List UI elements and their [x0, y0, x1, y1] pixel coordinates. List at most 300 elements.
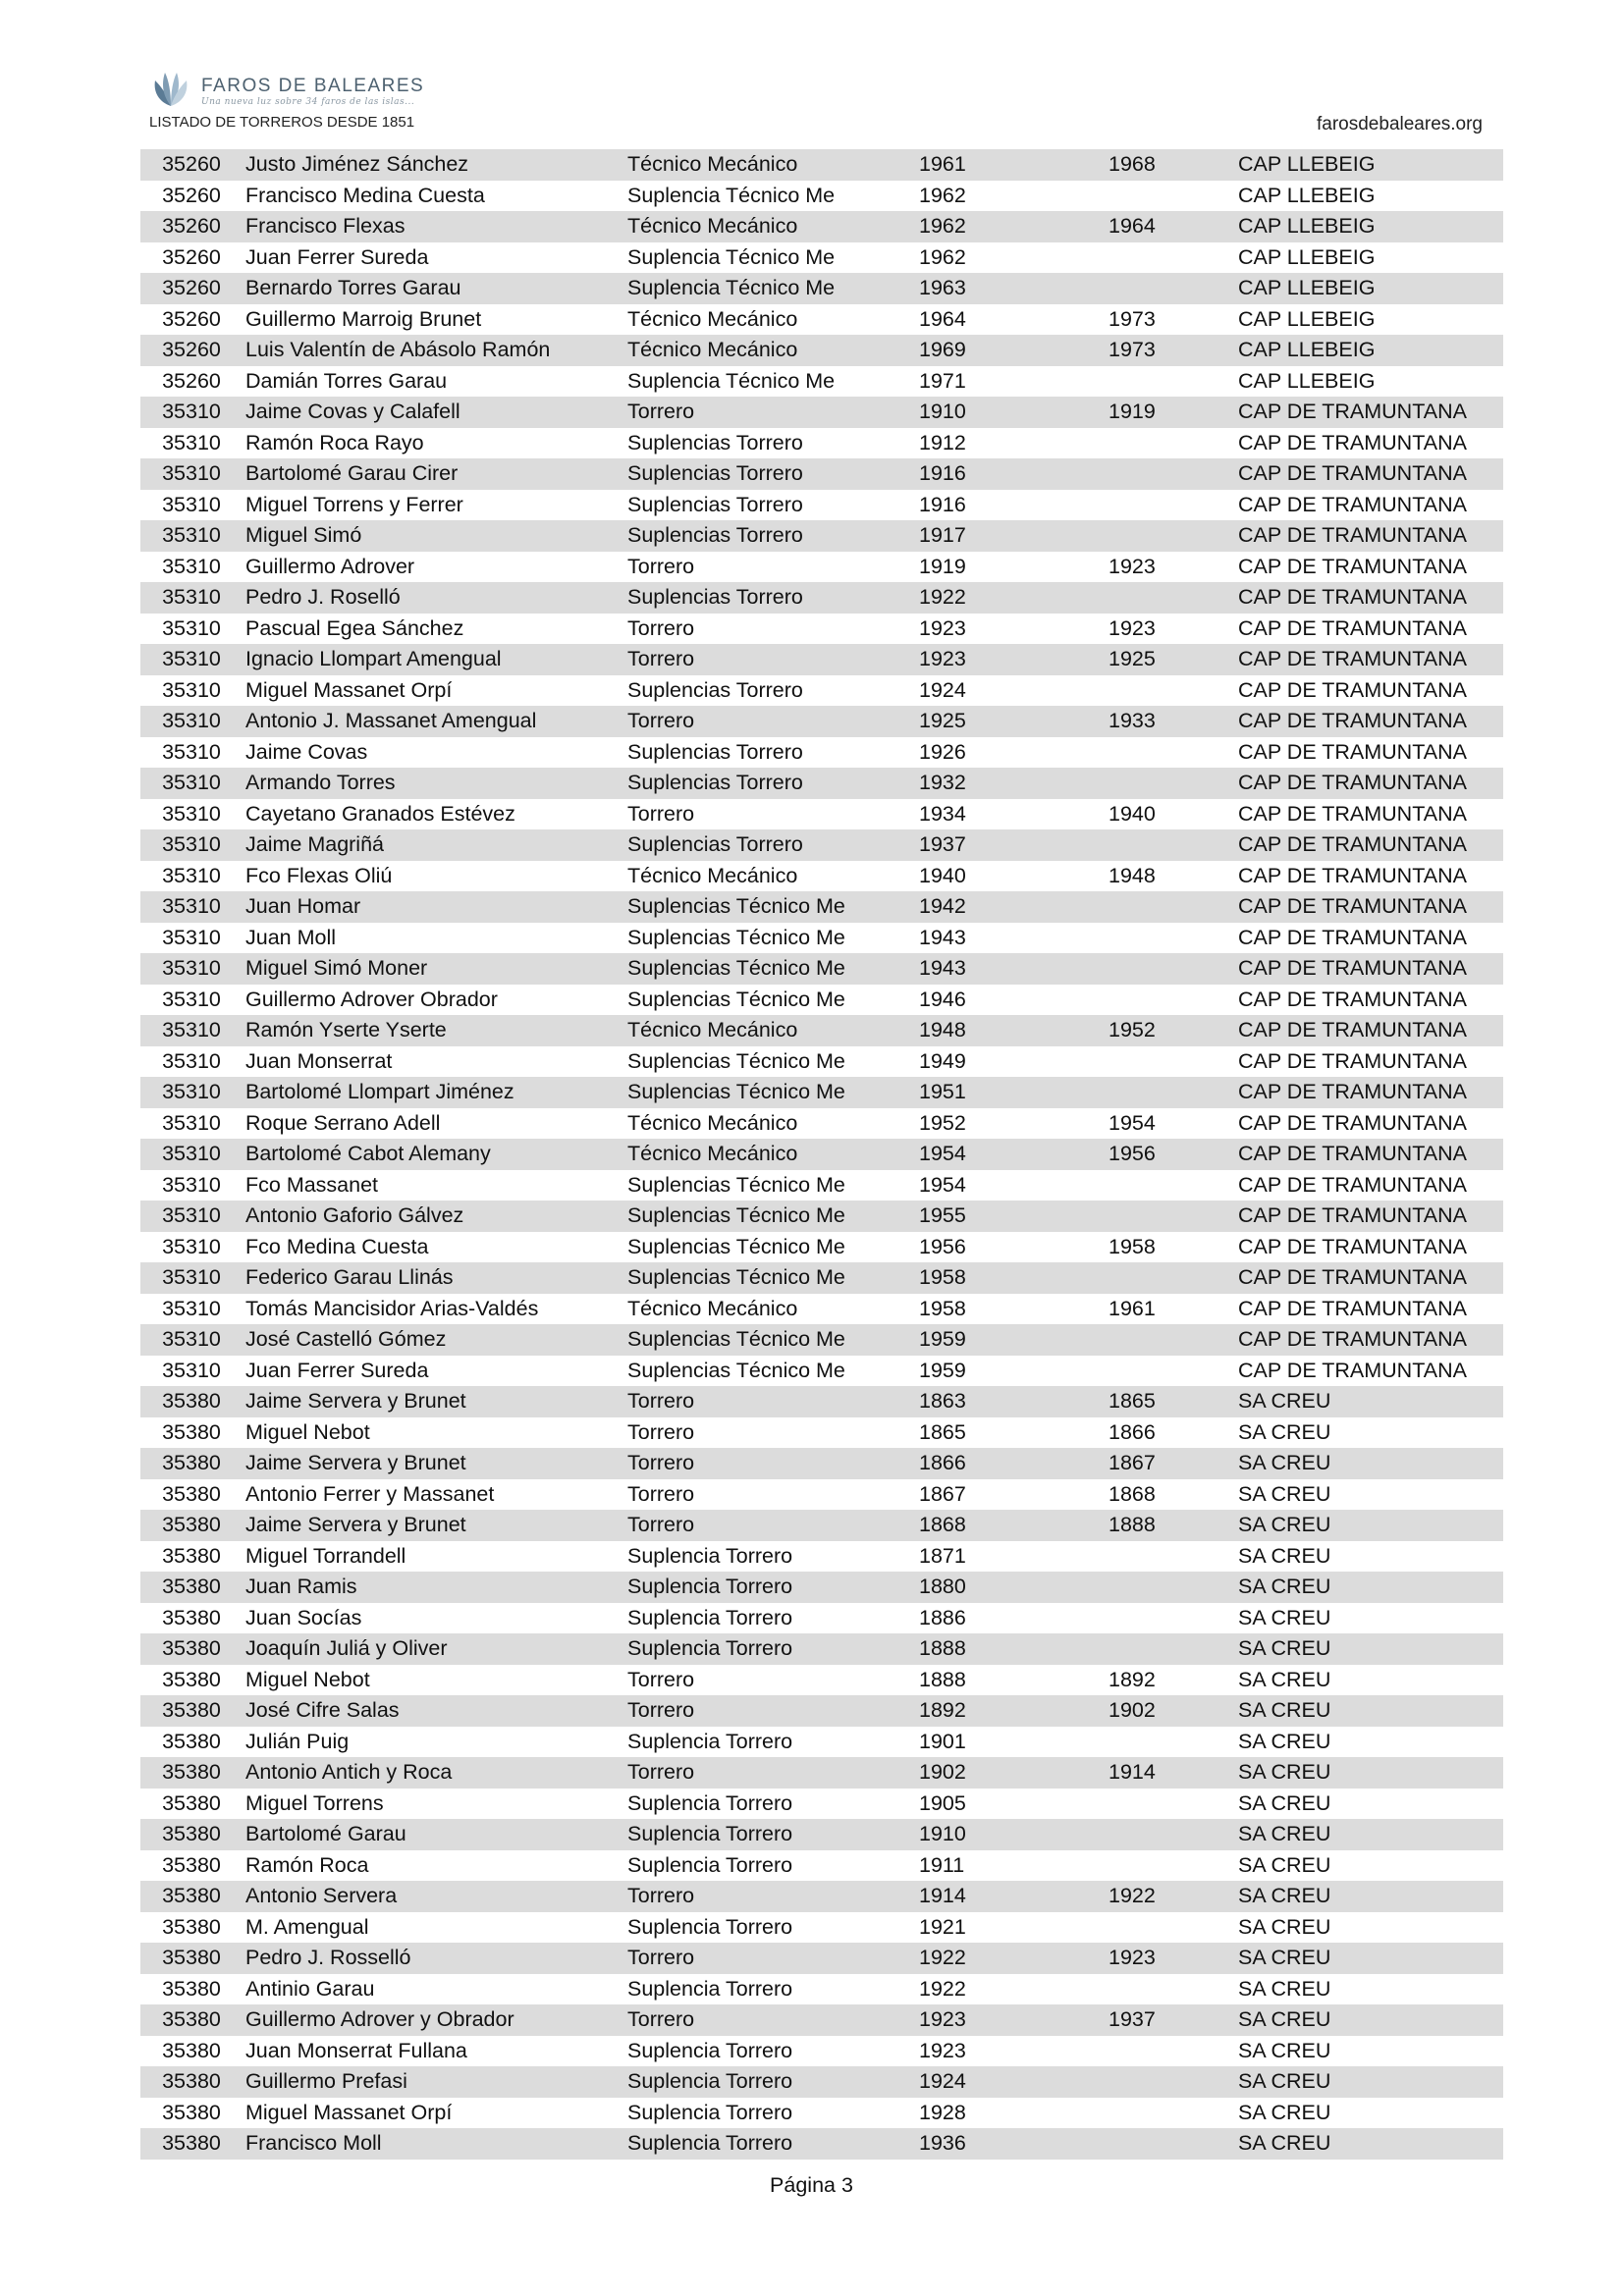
- keeper-name-cell: Miguel Torrandell: [243, 1541, 624, 1573]
- table-row: [140, 1139, 1503, 1170]
- keeper-name-cell: Jaime Covas y Calafell: [243, 397, 624, 428]
- lighthouse-name-cell: CAP DE TRAMUNTANA: [1232, 1324, 1503, 1356]
- role-text: Suplencia Técnico Me: [627, 276, 836, 299]
- keeper-name-cell: Guillermo Adrover Obrador: [243, 985, 624, 1016]
- lighthouse-name-cell: SA CREU: [1232, 2128, 1503, 2160]
- keeper-name-cell: Juan Homar: [243, 891, 624, 923]
- keeper-name-cell: Francisco Flexas: [243, 211, 624, 242]
- role-cell: [624, 1727, 916, 1758]
- keeper-name-cell: Luis Valentín de Abásolo Ramón: [243, 335, 624, 366]
- table-row: [140, 1665, 1503, 1696]
- lighthouse-code-cell: 35260: [140, 211, 243, 242]
- role-cell: [624, 1603, 916, 1634]
- role-cell: [624, 1479, 916, 1511]
- table-row: [140, 861, 1503, 892]
- role-cell: [624, 1015, 916, 1046]
- start-year-cell: 1868: [916, 1510, 1106, 1541]
- keeper-name-cell: Cayetano Granados Estévez: [243, 799, 624, 830]
- role-cell: [624, 1912, 916, 1944]
- table-row: [140, 1108, 1503, 1140]
- lighthouse-name-cell: CAP DE TRAMUNTANA: [1232, 614, 1503, 645]
- keeper-name-cell: Damián Torres Garau: [243, 366, 624, 398]
- table-row: [140, 985, 1503, 1016]
- role-cell: [624, 985, 916, 1016]
- role-text: Suplencias Técnico Me: [627, 1172, 845, 1197]
- role-cell: [624, 552, 916, 583]
- lighthouse-name-cell: SA CREU: [1232, 1727, 1503, 1758]
- lighthouse-code-cell: 35380: [140, 1757, 243, 1789]
- role-text: Suplencias Técnico Me: [627, 1327, 845, 1351]
- lighthouse-name-cell: SA CREU: [1232, 1448, 1503, 1479]
- role-cell: [624, 242, 916, 274]
- table-row: [140, 490, 1503, 521]
- lighthouse-code-cell: 35380: [140, 1695, 243, 1727]
- end-year-cell: [1106, 768, 1232, 799]
- table-row: [140, 1386, 1503, 1417]
- table-row: [140, 366, 1503, 398]
- lighthouse-code-cell: 35380: [140, 2066, 243, 2098]
- keeper-name-cell: Miguel Nebot: [243, 1417, 624, 1449]
- table-row: [140, 1356, 1503, 1387]
- lighthouse-code-cell: 35310: [140, 891, 243, 923]
- table-row: [140, 1232, 1503, 1263]
- keeper-name-cell: Armando Torres: [243, 768, 624, 799]
- lighthouse-code-cell: 35380: [140, 1943, 243, 1974]
- lighthouse-name-cell: SA CREU: [1232, 1417, 1503, 1449]
- lighthouse-name-cell: SA CREU: [1232, 1757, 1503, 1789]
- end-year-cell: [1106, 1324, 1232, 1356]
- start-year-cell: 1934: [916, 799, 1106, 830]
- lighthouse-name-cell: SA CREU: [1232, 1479, 1503, 1511]
- end-year-cell: [1106, 2098, 1232, 2129]
- role-cell: [624, 799, 916, 830]
- role-text: Suplencias Torrero: [627, 677, 803, 702]
- keeper-name-cell: Jaime Covas: [243, 737, 624, 769]
- role-cell: [624, 1572, 916, 1603]
- keeper-name-cell: Bartolomé Llompart Jiménez: [243, 1077, 624, 1108]
- table-row: [140, 428, 1503, 459]
- table-row: [140, 1015, 1503, 1046]
- lighthouse-name-cell: SA CREU: [1232, 1819, 1503, 1850]
- lighthouse-code-cell: 35310: [140, 861, 243, 892]
- end-year-cell: [1106, 1633, 1232, 1665]
- lighthouse-code-cell: 35310: [140, 675, 243, 707]
- start-year-cell: 1871: [916, 1541, 1106, 1573]
- table-row: [140, 1850, 1503, 1882]
- role-cell: [624, 1386, 916, 1417]
- table-row: [140, 2098, 1503, 2129]
- role-cell: [624, 768, 916, 799]
- lighthouse-name-cell: CAP DE TRAMUNTANA: [1232, 428, 1503, 459]
- end-year-cell: 1940: [1106, 799, 1232, 830]
- start-year-cell: 1948: [916, 1015, 1106, 1046]
- lighthouse-code-cell: 35310: [140, 1015, 243, 1046]
- lighthouse-name-cell: CAP DE TRAMUNTANA: [1232, 861, 1503, 892]
- page-number: Página 3: [770, 2173, 853, 2197]
- keeper-name-cell: Antonio Antich y Roca: [243, 1757, 624, 1789]
- end-year-cell: [1106, 458, 1232, 490]
- table-row: [140, 149, 1503, 181]
- role-cell: [624, 304, 916, 336]
- table-row: [140, 1695, 1503, 1727]
- start-year-cell: 1863: [916, 1386, 1106, 1417]
- lighthouse-name-cell: CAP LLEBEIG: [1232, 242, 1503, 274]
- keeper-name-cell: Francisco Moll: [243, 2128, 624, 2160]
- role-text: Suplencias Torrero: [627, 771, 803, 794]
- keeper-name-cell: José Castelló Gómez: [243, 1324, 624, 1356]
- role-text: Torrero: [627, 1481, 695, 1506]
- lighthouse-code-cell: 35260: [140, 242, 243, 274]
- start-year-cell: 1886: [916, 1603, 1106, 1634]
- end-year-cell: 1867: [1106, 1448, 1232, 1479]
- keeper-name-cell: Guillermo Prefasi: [243, 2066, 624, 2098]
- keeper-name-cell: Miguel Simó: [243, 520, 624, 552]
- end-year-cell: [1106, 737, 1232, 769]
- role-cell: [624, 582, 916, 614]
- keeper-name-cell: Jaime Servera y Brunet: [243, 1386, 624, 1417]
- start-year-cell: 1911: [916, 1850, 1106, 1882]
- keeper-name-cell: Juan Moll: [243, 923, 624, 954]
- role-text: Torrero: [627, 2007, 695, 2031]
- start-year-cell: 1919: [916, 552, 1106, 583]
- role-cell: [624, 2098, 916, 2129]
- keepers-table-body: [140, 149, 1503, 2160]
- end-year-cell: 1937: [1106, 2004, 1232, 2036]
- role-cell: [624, 1510, 916, 1541]
- lighthouse-name-cell: CAP DE TRAMUNTANA: [1232, 799, 1503, 830]
- role-cell: [624, 829, 916, 861]
- lighthouse-code-cell: 35310: [140, 428, 243, 459]
- table-row: [140, 335, 1503, 366]
- logo-title: FAROS DE BALEARES: [201, 76, 425, 96]
- lighthouse-code-cell: 35260: [140, 304, 243, 336]
- lighthouse-name-cell: SA CREU: [1232, 1633, 1503, 1665]
- role-text: Suplencia Torrero: [627, 2038, 793, 2062]
- end-year-cell: [1106, 2036, 1232, 2067]
- role-cell: [624, 737, 916, 769]
- lighthouse-name-cell: CAP LLEBEIG: [1232, 366, 1503, 398]
- lighthouse-name-cell: CAP DE TRAMUNTANA: [1232, 552, 1503, 583]
- end-year-cell: [1106, 1572, 1232, 1603]
- role-text: Torrero: [627, 1451, 695, 1474]
- lighthouse-code-cell: 35310: [140, 1232, 243, 1263]
- table-row: [140, 181, 1503, 212]
- table-row: [140, 273, 1503, 304]
- end-year-cell: [1106, 428, 1232, 459]
- keeper-name-cell: Jaime Servera y Brunet: [243, 1448, 624, 1479]
- table-row: [140, 1510, 1503, 1541]
- keeper-name-cell: Juan Ferrer Sureda: [243, 242, 624, 274]
- table-row: [140, 1727, 1503, 1758]
- start-year-cell: 1928: [916, 2098, 1106, 2129]
- start-year-cell: 1943: [916, 923, 1106, 954]
- role-cell: [624, 428, 916, 459]
- lighthouse-code-cell: 35380: [140, 1417, 243, 1449]
- table-row: [140, 2128, 1503, 2160]
- end-year-cell: 1922: [1106, 1881, 1232, 1912]
- role-text: Técnico Mecánico: [627, 214, 798, 238]
- lighthouse-name-cell: CAP DE TRAMUNTANA: [1232, 1139, 1503, 1170]
- role-cell: [624, 644, 916, 675]
- start-year-cell: 1922: [916, 582, 1106, 614]
- lighthouse-code-cell: 35310: [140, 490, 243, 521]
- table-row: [140, 397, 1503, 428]
- lighthouse-code-cell: 35310: [140, 1294, 243, 1325]
- end-year-cell: 1892: [1106, 1665, 1232, 1696]
- lighthouse-code-cell: 35310: [140, 582, 243, 614]
- lighthouse-name-cell: SA CREU: [1232, 1974, 1503, 2005]
- role-text: Torrero: [627, 1667, 695, 1691]
- role-cell: [624, 211, 916, 242]
- role-cell: [624, 1324, 916, 1356]
- lighthouse-name-cell: CAP DE TRAMUNTANA: [1232, 1201, 1503, 1232]
- start-year-cell: 1922: [916, 1974, 1106, 2005]
- role-text: Suplencias Torrero: [627, 523, 803, 547]
- lighthouse-name-cell: SA CREU: [1232, 1850, 1503, 1882]
- end-year-cell: [1106, 1262, 1232, 1294]
- lighthouse-name-cell: CAP DE TRAMUNTANA: [1232, 985, 1503, 1016]
- lighthouse-name-cell: CAP LLEBEIG: [1232, 304, 1503, 336]
- table-row: [140, 768, 1503, 799]
- lighthouse-name-cell: CAP DE TRAMUNTANA: [1232, 1015, 1503, 1046]
- role-cell: [624, 706, 916, 737]
- lighthouse-code-cell: 35260: [140, 335, 243, 366]
- start-year-cell: 1902: [916, 1757, 1106, 1789]
- end-year-cell: [1106, 1170, 1232, 1201]
- end-year-cell: [1106, 1201, 1232, 1232]
- role-cell: [624, 1633, 916, 1665]
- role-cell: [624, 1046, 916, 1078]
- keeper-name-cell: Julián Puig: [243, 1727, 624, 1758]
- lighthouse-code-cell: 35310: [140, 1170, 243, 1201]
- keeper-name-cell: Juan Socías: [243, 1603, 624, 1634]
- end-year-cell: 1958: [1106, 1232, 1232, 1263]
- lighthouse-code-cell: 35310: [140, 985, 243, 1016]
- end-year-cell: 1866: [1106, 1417, 1232, 1449]
- keeper-name-cell: Guillermo Adrover y Obrador: [243, 2004, 624, 2036]
- lighthouse-code-cell: 35310: [140, 1324, 243, 1356]
- lighthouse-name-cell: SA CREU: [1232, 1665, 1503, 1696]
- keeper-name-cell: Federico Garau Llinás: [243, 1262, 624, 1294]
- lighthouse-code-cell: 35380: [140, 1727, 243, 1758]
- role-cell: [624, 1077, 916, 1108]
- lighthouse-name-cell: CAP LLEBEIG: [1232, 181, 1503, 212]
- lighthouse-name-cell: CAP DE TRAMUNTANA: [1232, 737, 1503, 769]
- start-year-cell: 1922: [916, 1943, 1106, 1974]
- lighthouse-code-cell: 35380: [140, 1386, 243, 1417]
- end-year-cell: 1964: [1106, 211, 1232, 242]
- table-row: [140, 829, 1503, 861]
- table-row: [140, 1912, 1503, 1944]
- role-text: Torrero: [627, 615, 695, 640]
- lighthouse-name-cell: CAP DE TRAMUNTANA: [1232, 829, 1503, 861]
- end-year-cell: [1106, 1912, 1232, 1944]
- lighthouse-code-cell: 35310: [140, 1077, 243, 1108]
- start-year-cell: 1867: [916, 1479, 1106, 1511]
- start-year-cell: 1923: [916, 644, 1106, 675]
- lighthouse-name-cell: SA CREU: [1232, 1541, 1503, 1573]
- keeper-name-cell: Bartolomé Garau: [243, 1819, 624, 1850]
- keeper-name-cell: Miguel Nebot: [243, 1665, 624, 1696]
- end-year-cell: 1902: [1106, 1695, 1232, 1727]
- role-text: Torrero: [627, 1389, 695, 1413]
- role-text: Técnico Mecánico: [627, 1110, 798, 1135]
- keepers-table: [140, 149, 1497, 2160]
- table-row: [140, 1633, 1503, 1665]
- lighthouse-name-cell: SA CREU: [1232, 1943, 1503, 1974]
- end-year-cell: [1106, 242, 1232, 274]
- lighthouse-code-cell: 35380: [140, 1665, 243, 1696]
- keeper-name-cell: Juan Ferrer Sureda: [243, 1356, 624, 1387]
- role-text: Suplencia Torrero: [627, 1822, 793, 1845]
- start-year-cell: 1937: [916, 829, 1106, 861]
- lighthouse-code-cell: 35380: [140, 1850, 243, 1882]
- role-cell: [624, 1850, 916, 1882]
- table-row: [140, 1170, 1503, 1201]
- lighthouse-code-cell: 35380: [140, 1819, 243, 1850]
- table-row: [140, 582, 1503, 614]
- role-text: Suplencias Técnico Me: [627, 1048, 845, 1073]
- lighthouse-name-cell: CAP DE TRAMUNTANA: [1232, 1046, 1503, 1078]
- start-year-cell: 1912: [916, 428, 1106, 459]
- role-text: Técnico Mecánico: [627, 306, 798, 331]
- table-row: [140, 1789, 1503, 1820]
- role-text: Suplencias Técnico Me: [627, 1265, 845, 1289]
- table-row: [140, 211, 1503, 242]
- start-year-cell: 1959: [916, 1324, 1106, 1356]
- table-row: [140, 923, 1503, 954]
- lighthouse-code-cell: 35260: [140, 181, 243, 212]
- start-year-cell: 1962: [916, 181, 1106, 212]
- lighthouse-code-cell: 35380: [140, 1881, 243, 1912]
- table-row: [140, 552, 1503, 583]
- end-year-cell: [1106, 923, 1232, 954]
- end-year-cell: 1923: [1106, 552, 1232, 583]
- keeper-name-cell: Pedro J. Roselló: [243, 582, 624, 614]
- lighthouse-name-cell: CAP DE TRAMUNTANA: [1232, 923, 1503, 954]
- role-cell: [624, 2004, 916, 2036]
- role-text: Suplencias Técnico Me: [627, 894, 845, 918]
- role-cell: [624, 1665, 916, 1696]
- lighthouse-name-cell: CAP DE TRAMUNTANA: [1232, 1262, 1503, 1294]
- role-cell: [624, 1819, 916, 1850]
- start-year-cell: 1956: [916, 1232, 1106, 1263]
- role-cell: [624, 397, 916, 428]
- start-year-cell: 1923: [916, 2004, 1106, 2036]
- lighthouse-code-cell: 35260: [140, 366, 243, 398]
- role-text: Suplencia Torrero: [627, 1790, 793, 1815]
- end-year-cell: [1106, 1727, 1232, 1758]
- lighthouse-name-cell: CAP DE TRAMUNTANA: [1232, 644, 1503, 675]
- keeper-name-cell: Ignacio Llompart Amengual: [243, 644, 624, 675]
- end-year-cell: 1925: [1106, 644, 1232, 675]
- end-year-cell: [1106, 1603, 1232, 1634]
- end-year-cell: 1961: [1106, 1294, 1232, 1325]
- keeper-name-cell: Miguel Massanet Orpí: [243, 675, 624, 707]
- lighthouse-name-cell: CAP DE TRAMUNTANA: [1232, 891, 1503, 923]
- end-year-cell: 1973: [1106, 304, 1232, 336]
- lighthouse-code-cell: 35380: [140, 1974, 243, 2005]
- lighthouse-code-cell: 35310: [140, 644, 243, 675]
- start-year-cell: 1916: [916, 490, 1106, 521]
- start-year-cell: 1865: [916, 1417, 1106, 1449]
- end-year-cell: [1106, 273, 1232, 304]
- start-year-cell: 1951: [916, 1077, 1106, 1108]
- role-cell: [624, 366, 916, 398]
- end-year-cell: [1106, 490, 1232, 521]
- role-cell: [624, 675, 916, 707]
- table-row: [140, 1819, 1503, 1850]
- lighthouse-code-cell: 35310: [140, 923, 243, 954]
- keeper-name-cell: Jaime Servera y Brunet: [243, 1510, 624, 1541]
- keeper-name-cell: Miguel Massanet Orpí: [243, 2098, 624, 2129]
- lighthouse-code-cell: 35310: [140, 768, 243, 799]
- start-year-cell: 1955: [916, 1201, 1106, 1232]
- lighthouse-code-cell: 35310: [140, 1046, 243, 1078]
- start-year-cell: 1901: [916, 1727, 1106, 1758]
- lighthouse-code-cell: 35310: [140, 397, 243, 428]
- keeper-name-cell: Ramón Roca Rayo: [243, 428, 624, 459]
- end-year-cell: 1956: [1106, 1139, 1232, 1170]
- end-year-cell: [1106, 675, 1232, 707]
- role-text: Suplencia Torrero: [627, 1976, 793, 2001]
- role-cell: [624, 490, 916, 521]
- start-year-cell: 1917: [916, 520, 1106, 552]
- table-row: [140, 2036, 1503, 2067]
- role-cell: [624, 861, 916, 892]
- lighthouse-code-cell: 35380: [140, 2098, 243, 2129]
- start-year-cell: 1916: [916, 458, 1106, 490]
- end-year-cell: [1106, 1850, 1232, 1882]
- role-cell: [624, 1417, 916, 1449]
- role-text: Suplencias Técnico Me: [627, 1203, 845, 1227]
- end-year-cell: 1919: [1106, 397, 1232, 428]
- role-text: Suplencia Torrero: [627, 1636, 793, 1660]
- lighthouse-name-cell: CAP LLEBEIG: [1232, 273, 1503, 304]
- lighthouse-name-cell: SA CREU: [1232, 1603, 1503, 1634]
- table-row: [140, 242, 1503, 274]
- start-year-cell: 1892: [916, 1695, 1106, 1727]
- lighthouse-code-cell: 35380: [140, 2036, 243, 2067]
- table-row: [140, 1603, 1503, 1634]
- start-year-cell: 1866: [916, 1448, 1106, 1479]
- end-year-cell: [1106, 582, 1232, 614]
- start-year-cell: 1952: [916, 1108, 1106, 1140]
- role-text: Torrero: [627, 801, 695, 826]
- role-cell: [624, 1448, 916, 1479]
- start-year-cell: 1963: [916, 273, 1106, 304]
- role-cell: [624, 1232, 916, 1263]
- end-year-cell: 1933: [1106, 706, 1232, 737]
- table-row: [140, 1077, 1503, 1108]
- role-text: Suplencias Técnico Me: [627, 925, 845, 949]
- role-cell: [624, 2066, 916, 2098]
- role-cell: [624, 1262, 916, 1294]
- role-text: Suplencias Técnico Me: [627, 1080, 845, 1103]
- table-row: [140, 1046, 1503, 1078]
- lighthouse-code-cell: 35310: [140, 614, 243, 645]
- lighthouse-name-cell: SA CREU: [1232, 1572, 1503, 1603]
- role-text: Suplencia Torrero: [627, 1575, 793, 1598]
- keeper-name-cell: Fco Flexas Oliú: [243, 861, 624, 892]
- lighthouse-code-cell: 35310: [140, 552, 243, 583]
- start-year-cell: 1921: [916, 1912, 1106, 1944]
- start-year-cell: 1923: [916, 614, 1106, 645]
- table-row: [140, 1541, 1503, 1573]
- role-text: Torrero: [627, 400, 695, 423]
- role-cell: [624, 2128, 916, 2160]
- role-text: Suplencia Torrero: [627, 1914, 793, 1939]
